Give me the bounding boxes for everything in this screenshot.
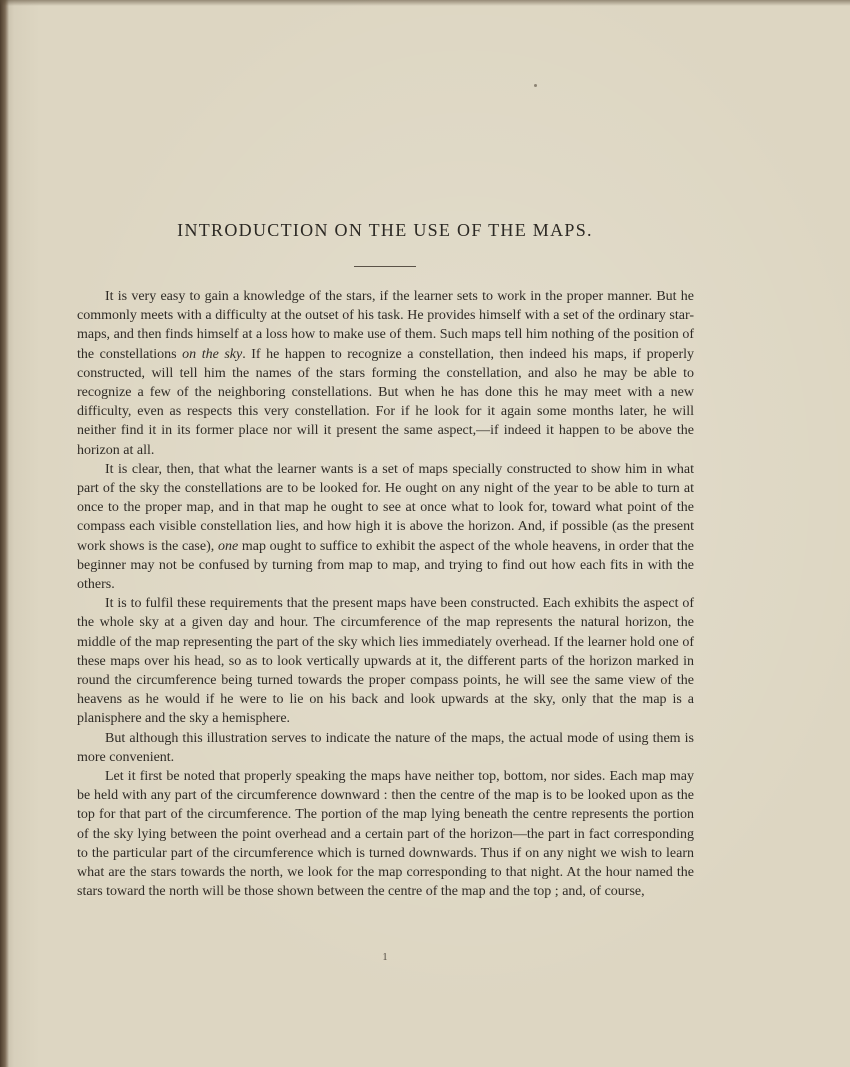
italic-phrase: on the sky <box>182 346 243 362</box>
page-top-edge <box>0 0 850 6</box>
paragraph <box>77 460 694 594</box>
paragraph-text: It is to fulfil these requirements that the present maps have been constructed. Each exhibits the aspect of the whole sky at a given day and hour. The circumference of the map represents the natural horizon, the middle of the map representing the part of the sky which lies immediately overhead. If the learner hold one of these maps over his head, so as to look vertically upwards at it, the different parts of the horizon marked in round the circumference being turned towards the proper compass points, he will see the same view of the heavens as he would if he were to lie on his back and look upwards at the sky, only that the map is a planisphere and the sky a hemisphere. <box>77 596 694 727</box>
page-number: 1 <box>382 952 388 963</box>
binding-edge <box>0 0 9 1067</box>
paragraph <box>77 729 694 767</box>
paragraph <box>77 594 694 728</box>
paragraph-text: It is very easy to gain a knowledge of the stars, if the learner sets to work in the proper manner. But he commonly meets with a difficulty at the outset of his task. He provides himself with a set of the ordinary star-maps, and then finds himself at a loss how to make use of them. Such maps tell him nothing of the position of the constellations <box>77 289 694 362</box>
paragraph-text: It is clear, then, that what the learner wants is a set of maps specially constructed to show him in what part of the sky the constellations are to be looked for. He ought on any night of the year to be able to turn at once to the proper map, and in that map he ought to see at once what to look for, toward what point of the compass each visible constellation lies, and how high it is above the horizon. And, if possible (as the present work shows is the case), <box>77 461 694 554</box>
paragraph-text: But although this illustration serves to indicate the nature of the maps, the actual mode of using them is more convenient. <box>77 730 694 765</box>
paragraph <box>77 287 694 460</box>
paper-speck <box>534 84 537 87</box>
paragraph-text: Let it first be noted that properly speaking the maps have neither top, bottom, nor sides. Each map may be held with any part of the circumference downward : then the centre of the map is to be looked upon as the top for that part of the circumference. The portion of the map lying beneath the centre represents the portion of the sky lying between the point overhead and a certain part of the horizon—the part in fact corresponding to the particular part of the circumference which is turned downwards. Thus if on any night we wish to learn what are the stars towards the north, we look for the map corresponding to that night. At the hour named the stars toward the north will be those shown between the centre of the map and the top ; and, of course, <box>77 769 694 900</box>
page-title: INTRODUCTION ON THE USE OF THE MAPS. <box>177 220 593 240</box>
body-text <box>77 287 694 902</box>
paragraph-text: map ought to suffice to exhibit the aspect of the whole heavens, in order that the beginner may not be confused by turning from map to map, and trying to find out how each fits in with the others. <box>77 538 694 593</box>
title-rule <box>354 266 416 267</box>
italic-phrase: one <box>217 538 239 554</box>
paragraph-text: . If he happen to recognize a constellation, then indeed his maps, if properly constructed, will tell him the names of the stars forming the constellation, and also he may be able to recognize a few of the neighboring constellations. But when he has done this he may meet with a new difficulty, even as respects this very constellation. For if he look for it again some months later, he will neither find it in its former place nor will it present the same aspect,—if indeed it happen to be above the horizon at all. <box>77 346 695 458</box>
paragraph <box>77 767 694 901</box>
